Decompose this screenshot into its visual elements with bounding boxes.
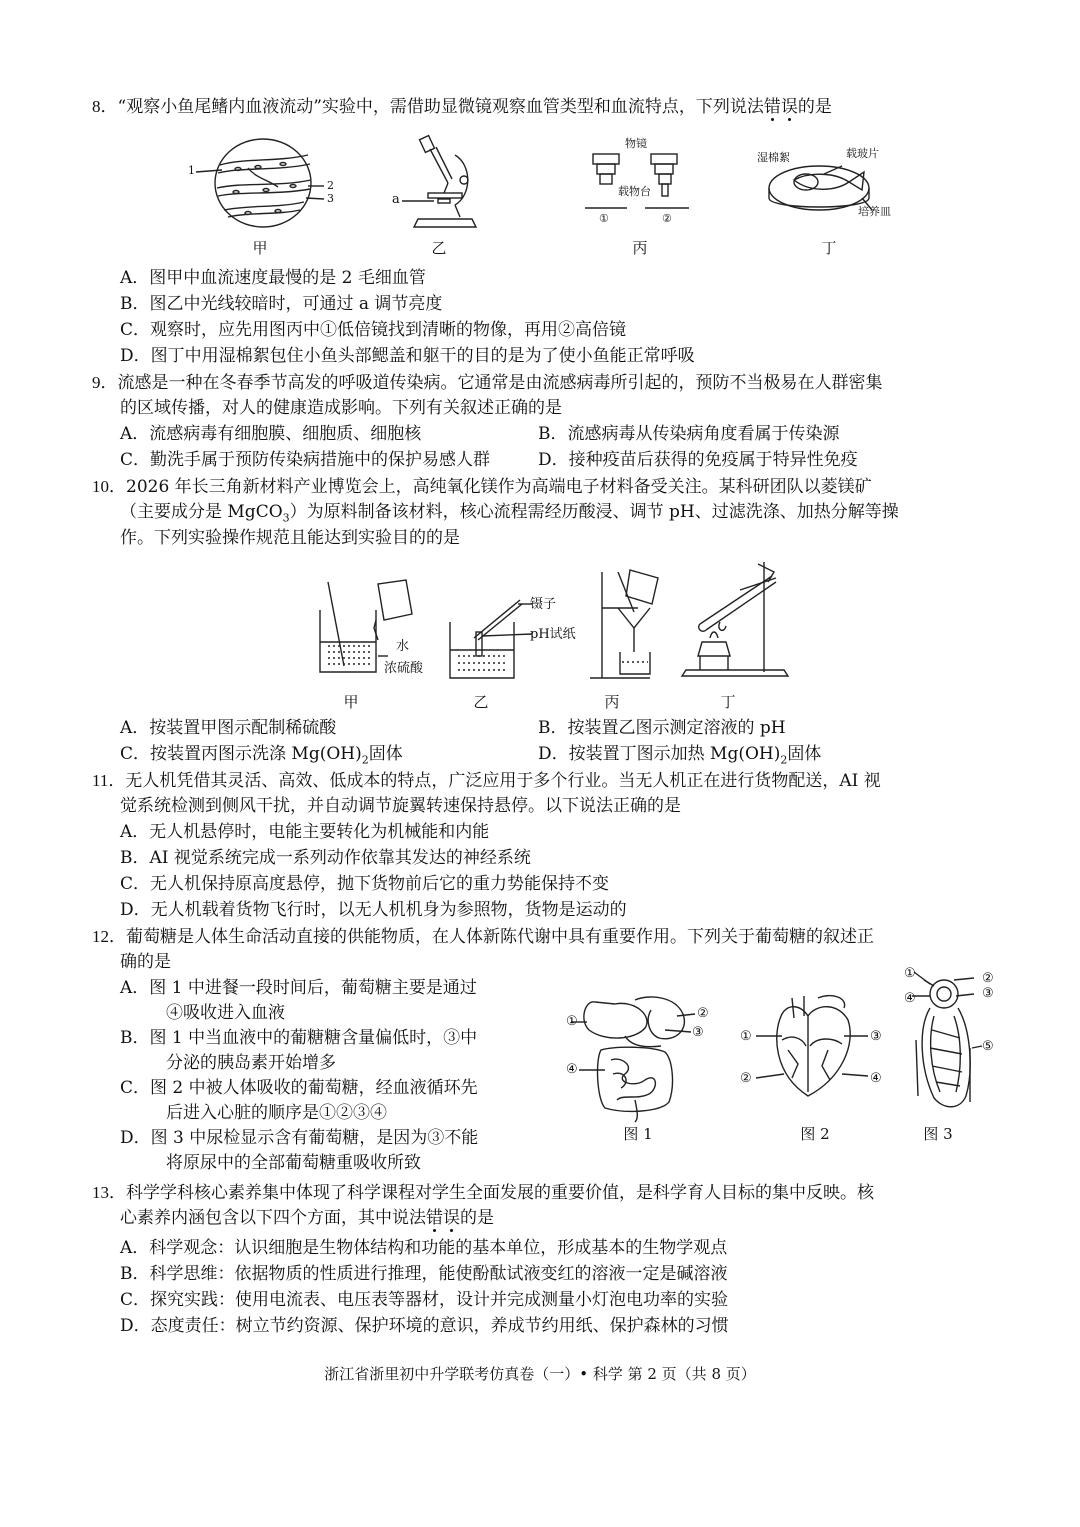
q12-option-b-line1: B．图 1 中当血液中的葡糖糖含量偏低时，③中 bbox=[120, 1028, 478, 1048]
q11-number: 11． bbox=[92, 771, 126, 790]
q10-option-b-text: B．按装置乙图示测定溶液的 pH bbox=[538, 718, 786, 738]
q12-fig2-label-2: ② bbox=[740, 1071, 752, 1086]
q12-number: 12． bbox=[92, 927, 126, 946]
q10-jia-label-water: 水 bbox=[396, 639, 410, 654]
q8-jia-label-2: 2 bbox=[327, 179, 334, 192]
q13-stem-text-1: 科学学科核心素养集中体现了科学课程对学生全面发展的重要价值，是科学育人目标的集中反映。核 bbox=[126, 1183, 874, 1203]
q12-stem-text-1: 葡萄糖是人体生命活动直接的供能物质，在人体新陈代谢中具有重要作用。下列关于葡萄糖的叙述正 bbox=[126, 927, 874, 947]
q12-option-c-line1: C．图 2 中被人体吸收的葡萄糖，经血液循环先 bbox=[120, 1078, 478, 1098]
q12-stem-line1 bbox=[92, 924, 874, 950]
q10-fig-yi-ph bbox=[446, 600, 536, 680]
q12-fig1-label-3: ③ bbox=[692, 1025, 704, 1040]
q10-option-a-text: A．按装置甲图示配制稀硫酸 bbox=[120, 718, 337, 738]
q9-option-d: D．接种疫苗后获得的免疫属于特异性免疫 bbox=[538, 450, 858, 470]
q8-bing-label-objective: 物镜 bbox=[625, 137, 647, 150]
q13-option-b: B．科学思维：依据物质的性质进行推理，能使酚酞试液变红的溶液一定是碱溶液 bbox=[120, 1264, 728, 1284]
q8-option-d: D．图丁中用湿棉絮包住小鱼头部鳃盖和躯干的目的是为了使小鱼能正常呼吸 bbox=[120, 346, 695, 366]
q12-option-b bbox=[120, 1026, 477, 1076]
q12-fig3-label-1: ① bbox=[904, 966, 916, 981]
q9-option-b: B．流感病毒从传染病角度看属于传染源 bbox=[538, 424, 840, 444]
q10-option-c-text: C．按装置丙图示洗涤 Mg(OH) bbox=[120, 744, 362, 764]
q11-option-b: B．AI 视觉系统完成一系列动作依靠其发达的神经系统 bbox=[120, 848, 531, 868]
q12-option-d-line2: 将原尿中的全部葡萄糖重吸收所致 bbox=[166, 1153, 421, 1173]
q9-stem-line2: 的区域传播，对人的健康造成影响。下列有关叙述正确的是 bbox=[120, 398, 562, 418]
q12-caption-fig3: 图 3 bbox=[923, 1125, 953, 1143]
q10-caption-yi: 乙 bbox=[473, 693, 489, 711]
q12-fig1-label-2: ② bbox=[697, 1006, 709, 1021]
q12-option-a-line2: ④吸收进入血液 bbox=[166, 1003, 285, 1023]
q10-option-a bbox=[120, 716, 336, 741]
q8-stem bbox=[92, 94, 832, 120]
q12-option-c-line2: 后进入心脏的顺序是①②③④ bbox=[166, 1103, 387, 1123]
q11-stem-text-1: 无人机凭借其灵活、高效、低成本的特点，广泛应用于多个行业。当无人机正在进行货物配送，AI 视 bbox=[125, 771, 881, 791]
page-footer: 浙江省浙里初中升学联考仿真卷（一）• 科学 第 2 页（共 8 页） bbox=[324, 1365, 756, 1383]
q8-bing-label-stage: 载物台 bbox=[618, 185, 651, 198]
q12-option-c bbox=[120, 1076, 478, 1126]
q9-option-c: C．勤洗手属于预防传染病措施中的保护易感人群 bbox=[120, 450, 491, 470]
q12-fig3-label-3: ③ bbox=[982, 986, 994, 1001]
q10-option-c-tail: 固体 bbox=[368, 744, 403, 764]
q10-option-b bbox=[538, 716, 786, 741]
q10-caption-jia: 甲 bbox=[343, 693, 359, 711]
q8-fig-jia-vessels bbox=[208, 140, 318, 230]
q8-caption-bing: 丙 bbox=[632, 239, 648, 257]
q10-option-d-text: D．按装置丁图示加热 Mg(OH) bbox=[538, 744, 781, 764]
q10-option-d-tail: 固体 bbox=[787, 744, 822, 764]
q12-option-a-line1: A．图 1 中进餐一段时间后，葡萄糖主要是通过 bbox=[120, 978, 477, 998]
q13-stem-line2 bbox=[120, 1206, 494, 1231]
q8-ding-label-cotton: 湿棉絮 bbox=[757, 151, 790, 164]
q8-emphasis bbox=[764, 97, 798, 117]
q13-emphasis bbox=[426, 1208, 460, 1228]
q13-stem-text-2: 心素养内涵包含以下四个方面，其中说法 bbox=[120, 1208, 426, 1228]
q8-bing-label-1: ① bbox=[599, 212, 609, 225]
q11-stem-line1 bbox=[92, 768, 881, 794]
q12-option-b-line2: 分泌的胰岛素开始增多 bbox=[166, 1053, 336, 1073]
q8-yi-label-a: a bbox=[392, 192, 400, 207]
q12-option-d bbox=[120, 1126, 478, 1176]
q8-stem-end: 的是 bbox=[797, 97, 832, 117]
q12-fig2-label-4: ④ bbox=[870, 1071, 882, 1086]
q10-caption-bing: 丙 bbox=[604, 693, 620, 711]
q10-stem-text-2b: ）为原料制备该材料，核心流程需经历酸浸、调节 pH、过滤洗涤、加热分解等操 bbox=[289, 502, 899, 522]
q12-caption-fig2: 图 2 bbox=[800, 1125, 830, 1143]
q10-caption-ding: 丁 bbox=[720, 693, 736, 711]
q8-number: 8． bbox=[92, 97, 118, 116]
q13-stem-line1 bbox=[92, 1180, 874, 1206]
q12-fig1-label-4: ④ bbox=[566, 1062, 578, 1077]
q10-fig-bing-filter bbox=[590, 568, 670, 683]
q12-caption-fig1: 图 1 bbox=[623, 1125, 653, 1143]
q8-emphasis-char-2: 误 bbox=[780, 97, 798, 117]
q13-option-d: D．态度责任：树立节约资源、保护环境的意识，养成节约用纸、保护森林的习惯 bbox=[120, 1316, 729, 1336]
q13-number: 13． bbox=[92, 1183, 126, 1202]
q8-emphasis-char-1: 错 bbox=[763, 97, 781, 117]
q9-option-a: A．流感病毒有细胞膜、细胞质、细胞核 bbox=[120, 424, 422, 444]
q13-option-c: C．探究实践：使用电流表、电压表等器材，设计并完成测量小灯泡电功率的实验 bbox=[120, 1290, 729, 1310]
q12-option-a bbox=[120, 976, 477, 1026]
q8-jia-label-1: 1 bbox=[188, 164, 195, 177]
q11-option-d: D．无人机载着货物飞行时，以无人机机身为参照物，货物是运动的 bbox=[120, 900, 627, 920]
q11-stem-line2: 觉系统检测到侧风干扰，并自动调节旋翼转速保持悬停。以下说法正确的是 bbox=[120, 796, 681, 816]
q8-bing-label-2: ② bbox=[662, 212, 672, 225]
q12-stem-line2: 确的是 bbox=[120, 952, 171, 972]
q10-option-c-sub: 2 bbox=[361, 753, 369, 767]
q12-fig1-label-1: ① bbox=[566, 1014, 578, 1029]
q12-fig3-nephron bbox=[904, 968, 994, 1118]
q13-emphasis-char-1: 错 bbox=[426, 1208, 443, 1228]
q12-fig2-label-1: ① bbox=[740, 1029, 752, 1044]
q10-stem-text-2a: （主要成分是 MgCO bbox=[120, 502, 283, 522]
q9-stem-text-1: 流感是一种在冬春季节高发的呼吸道传染病。它通常是由流感病毒所引起的，预防不当极易在人群密集 bbox=[117, 373, 883, 393]
q10-stem-line3: 作。下列实验操作规范且能达到实验目的的是 bbox=[120, 528, 460, 548]
q10-yi-label-tweezers: 镊子 bbox=[530, 597, 557, 612]
q8-ding-label-dish: 培养皿 bbox=[858, 205, 891, 218]
q8-ding-label-slide: 载玻片 bbox=[846, 147, 879, 160]
q12-option-d-line1: D．图 3 中尿检显示含有葡萄糖，是因为③不能 bbox=[120, 1128, 479, 1148]
q13-stem-end: 的是 bbox=[460, 1208, 494, 1228]
q12-fig2-heart bbox=[752, 994, 882, 1104]
q10-number: 10． bbox=[92, 477, 126, 496]
q13-option-a: A．科学观念：认识细胞是生物体结构和功能的基本单位，形成基本的生物学观点 bbox=[120, 1238, 728, 1258]
q10-stem-text-1: 2026 年长三角新材料产业博览会上，高纯氧化镁作为高端电子材料备受关注。某科研团队以菱镁矿 bbox=[126, 477, 872, 497]
q10-jia-label-acid: 浓硫酸 bbox=[384, 661, 424, 676]
q10-yi-label-ph-paper: pH试纸 bbox=[530, 627, 576, 642]
q12-fig3-label-2: ② bbox=[982, 971, 994, 986]
q8-option-b: B．图乙中光线较暗时，可通过 a 调节亮度 bbox=[120, 294, 443, 314]
q10-option-d-sub: 2 bbox=[780, 753, 788, 767]
q9-number: 9． bbox=[92, 373, 118, 392]
q10-stem-sub: 3 bbox=[282, 511, 290, 525]
q10-stem-line1 bbox=[92, 474, 872, 500]
q13-emphasis-char-2: 误 bbox=[443, 1208, 460, 1228]
q8-stem-text: “观察小鱼尾鳍内血液流动”实验中，需借助显微镜观察血管类型和血流特点，下列说法 bbox=[117, 97, 764, 117]
q8-option-c: C．观察时，应先用图丙中①低倍镜找到清晰的物像，再用②高倍镜 bbox=[120, 320, 627, 340]
q8-jia-label-3: 3 bbox=[327, 192, 334, 205]
q8-caption-yi: 乙 bbox=[431, 239, 447, 257]
q10-fig-ding-heating bbox=[680, 560, 800, 685]
q12-fig3-label-4: ④ bbox=[904, 991, 916, 1006]
q9-stem-line1 bbox=[92, 370, 883, 396]
q11-option-a: A．无人机悬停时，电能主要转化为机械能和内能 bbox=[120, 822, 490, 842]
q11-option-c: C．无人机保持原高度悬停，抛下货物前后它的重力势能保持不变 bbox=[120, 874, 610, 894]
q8-fig-yi-microscope bbox=[400, 135, 480, 230]
q12-fig2-label-3: ③ bbox=[870, 1029, 882, 1044]
q8-caption-ding: 丁 bbox=[821, 239, 837, 257]
q8-option-a: A．图甲中血流速度最慢的是 2 毛细血管 bbox=[120, 268, 426, 288]
q12-fig3-label-5: ⑤ bbox=[982, 1039, 994, 1054]
q8-caption-jia: 甲 bbox=[252, 239, 268, 257]
